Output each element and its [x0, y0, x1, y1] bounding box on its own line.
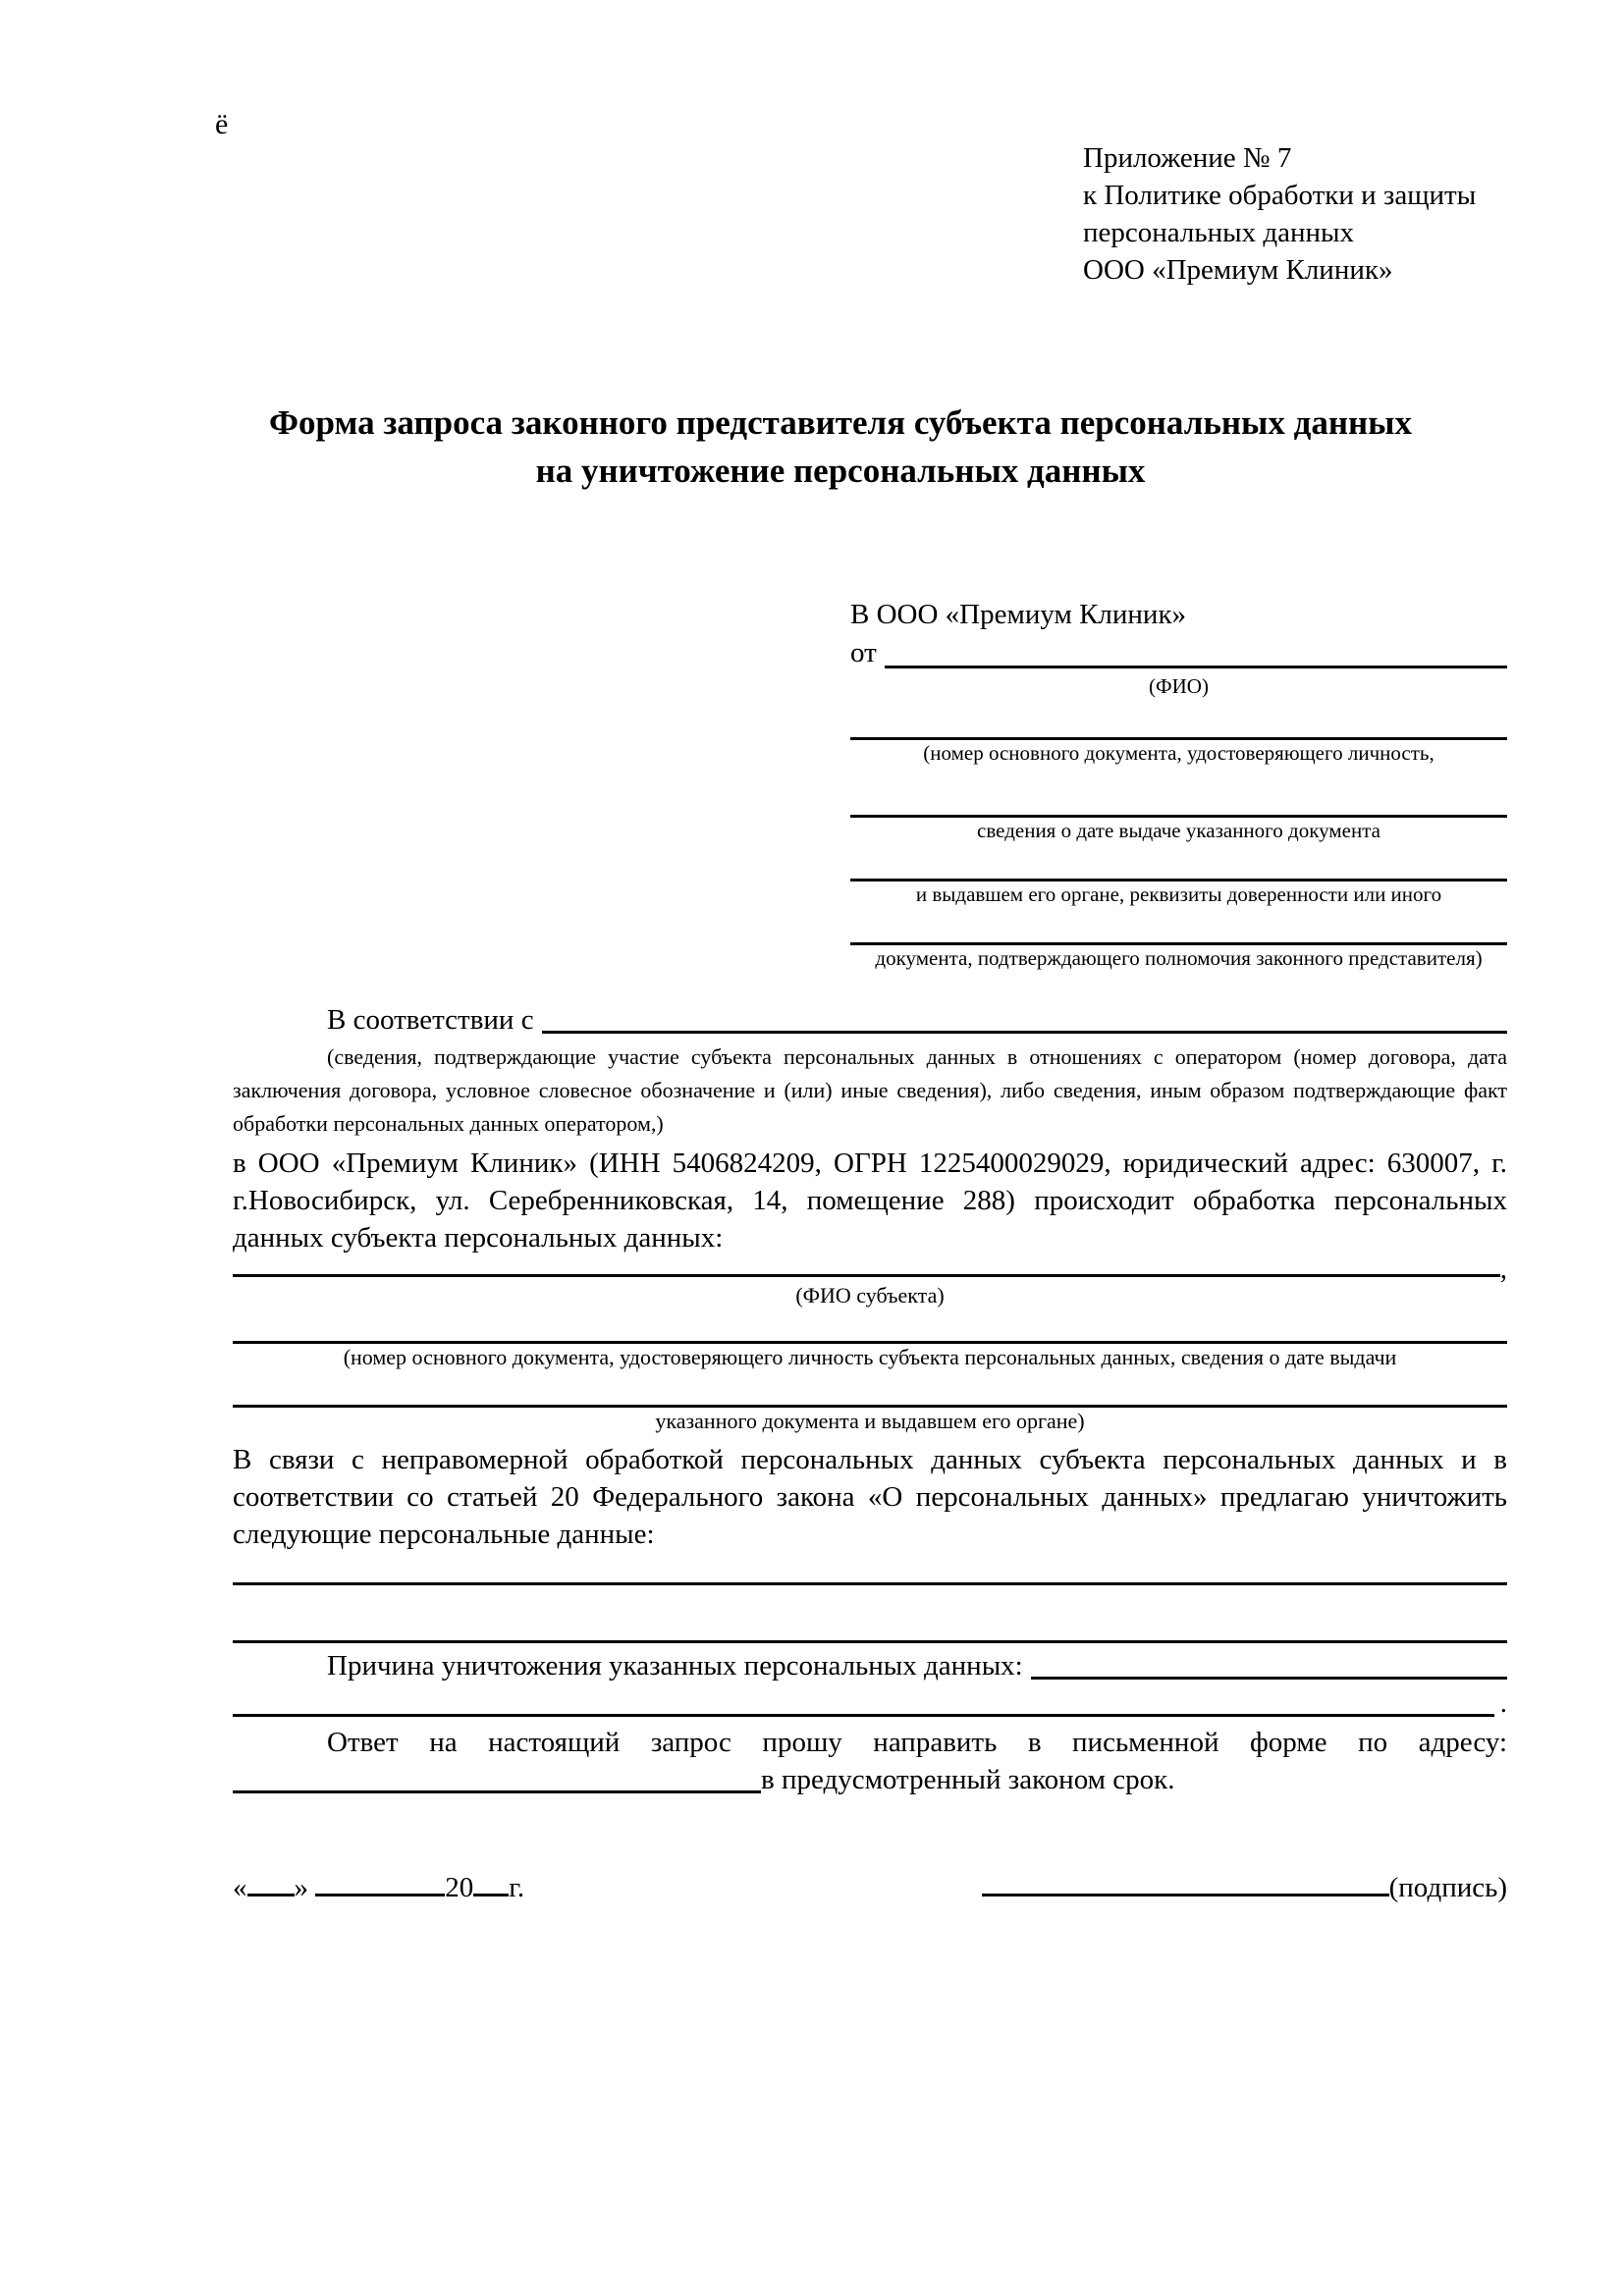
- subject-fio-comma: ,: [1499, 1254, 1507, 1285]
- reason-period: .: [1499, 1687, 1507, 1719]
- reply-address-row: [233, 1761, 1507, 1798]
- from-row: [850, 634, 1507, 673]
- accordance-label: В соответствии с: [327, 1004, 534, 1036]
- addressee-company: В ООО «Премиум Клиник»: [850, 599, 1187, 630]
- authority-confirmation-caption: документа, подтверждающего полномочия законного представителя): [875, 946, 1483, 970]
- representative-fio-field[interactable]: [885, 634, 1507, 668]
- document-title: [175, 399, 1506, 495]
- addressee-block: [850, 595, 1507, 971]
- reason-field[interactable]: [1031, 1647, 1507, 1680]
- date-open-quote: «: [233, 1872, 247, 1903]
- stray-char: ё: [215, 108, 229, 140]
- date-year-suffix: г.: [509, 1872, 525, 1903]
- document-date-caption: сведения о дате выдаче указанного документа: [977, 819, 1380, 842]
- reply-address-field[interactable]: [233, 1761, 761, 1793]
- document-title-line-1: Форма запроса законного представителя субъекта персональных данных: [269, 403, 1412, 442]
- date-month-field[interactable]: [315, 1868, 445, 1896]
- issuing-authority-caption: и выдавшем его органе, реквизиты доверенности или иного: [915, 882, 1442, 906]
- date-close-quote: »: [294, 1872, 308, 1903]
- date-year-prefix: 20: [445, 1872, 474, 1903]
- subject-fio-caption: (ФИО субъекта): [795, 1283, 945, 1308]
- document-number-caption: (номер основного документа, удостоверяющего личность,: [923, 741, 1435, 765]
- appendix-number-line: Приложение № 7: [1083, 142, 1292, 174]
- subject-document-caption-2: указанного документа и выдавшем его органе): [655, 1409, 1085, 1433]
- operator-paragraph: в ООО «Премиум Клиник» (ИНН 5406824209, ОГРН 1225400029029, юридический адрес: 630007, г. г.Новосибирск, ул. Серебренниковская, 14, помещение 288) происходит обработка персональных данных субъекта персональных данных:: [233, 1148, 1507, 1254]
- data-to-destroy-field-2[interactable]: [233, 1640, 1507, 1643]
- date-year-field[interactable]: [473, 1868, 509, 1896]
- from-label: от: [850, 637, 877, 668]
- reply-tail: в предусмотренный законом срок.: [761, 1764, 1175, 1795]
- accordance-row: [233, 1001, 1507, 1039]
- signature-group: [982, 1868, 1507, 1904]
- accordance-note: (сведения, подтверждающие участие субъекта персональных данных в отношениях с оператором (номер договора, дата заключения договора, условное словесное обозначение и (или) иные сведения), либо сведения, иным образом подтверждающие факт обработки персональных данных оператором,): [233, 1044, 1507, 1136]
- document-title-line-2: на уничтожение персональных данных: [535, 452, 1146, 490]
- date-group: [233, 1868, 524, 1904]
- main-body: [233, 1001, 1507, 1904]
- signature-field[interactable]: [982, 1868, 1389, 1896]
- reply-sentence: Ответ на настоящий запрос прошу направить в письменной форме по адресу:: [327, 1727, 1507, 1758]
- signature-caption: (подпись): [1388, 1872, 1507, 1903]
- signature-date-row: [233, 1861, 1507, 1904]
- policy-reference-line: к Политике обработки и защиты: [1083, 180, 1477, 211]
- destruction-paragraph: В связи с неправомерной обработкой персональных данных субъекта персональных данных и в соответствии со статьей 20 Федерального закона «О персональных данных» предлагаю уничтожить следующие персональные данные:: [233, 1444, 1507, 1550]
- subject-document-caption-1: (номер основного документа, удостоверяющего личность субъекта персональных данных, сведения о дате выдачи: [343, 1345, 1397, 1369]
- accordance-basis-field[interactable]: [542, 1001, 1507, 1034]
- reason-field-2[interactable]: [233, 1684, 1494, 1717]
- data-to-destroy-field-1[interactable]: [233, 1582, 1507, 1585]
- reason-continuation-row: [233, 1684, 1507, 1722]
- date-day-field[interactable]: [247, 1868, 295, 1896]
- reason-row: [233, 1647, 1507, 1684]
- subject-fio-row: [233, 1254, 1507, 1285]
- appendix-header-block: [1083, 139, 1476, 289]
- subject-fio-field[interactable]: [233, 1256, 1500, 1277]
- reason-label: Причина уничтожения указанных персональных данных:: [327, 1650, 1023, 1682]
- policy-reference-line-2: персональных данных: [1083, 217, 1355, 248]
- company-name-line: ООО «Премиум Клиник»: [1083, 254, 1393, 286]
- fio-caption: (ФИО): [1149, 674, 1209, 698]
